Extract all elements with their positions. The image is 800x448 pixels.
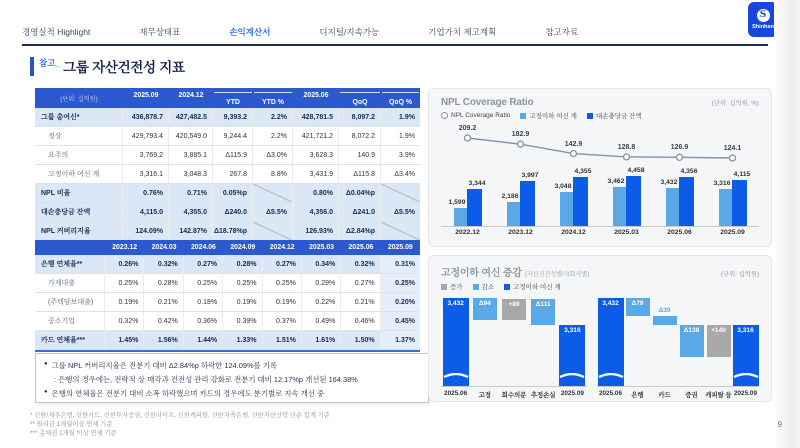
table-cell: 0.25% [263,274,302,292]
table-cell: 0.32% [144,255,183,273]
axis-break-icon [733,373,759,379]
x-axis-label: 회수의문 [501,392,527,399]
x-axis-label: 2024.12 [561,229,586,236]
coverage-chart-x-axis [441,229,759,241]
title-prefix: 참고_ [39,58,61,68]
line-value-label: 209.2 [458,125,477,132]
table-cell: 2.2% [253,127,293,145]
table-cell: 0.31% [381,255,420,273]
waterfall-value-label: +140 [711,326,726,334]
table-cell [253,222,293,240]
table-cell: 3.9% [399,151,415,159]
table-cell: 0.28% [223,255,262,273]
table-cell: 0.27% [263,255,302,273]
waterfall-value-label: Δ94 [478,300,491,307]
table-cell: Δ240.0 [213,203,253,221]
table-cell: 0.27% [184,255,223,273]
table-cell: 140.9 [339,146,381,164]
table-column-header: 2025.09 [133,92,159,99]
waterfall-value-label: 3,432 [447,300,464,307]
nav-divider [22,44,768,46]
coverage-chart-plot [441,122,759,227]
bar-value-label: 3,048 [554,182,572,190]
table-cell: 2.2% [253,108,293,126]
x-axis-label: 고정 [478,392,491,399]
table-row [35,203,420,222]
line-value-label: 128.8 [617,143,636,151]
table-cell: 0.19% [223,293,262,311]
table-column-header: 2025.09 [387,244,413,251]
row-label: 은행 연체율** [35,255,105,273]
waterfall-axis-line [441,386,587,387]
bar-value-label: 3,316 [713,179,731,187]
bar-value-label: 3,432 [660,178,678,186]
waterfall-chart-x-axis [441,390,759,402]
table-cell: 0.34% [302,255,341,273]
table-cell: Δ3.4% [394,170,415,178]
table-cell: 436,878.7 [123,108,169,126]
table-cell: 0.49% [302,312,341,330]
table-cell: 3,048.3 [169,165,213,183]
footnote: *** 총채권 1개월 이상 연체 기준 [30,430,117,437]
x-axis-label: 2023.12 [508,229,533,236]
row-label: NPL 비율 [35,184,123,202]
chart-legend [429,108,771,120]
table-column-header: QoQ [339,88,381,108]
nav-item-value-up-plan[interactable]: 기업가치 제고계획 [428,27,497,37]
bar-value-label: 4,355 [574,168,592,176]
nav-item-balance-sheet[interactable]: 재무상태표 [139,27,181,37]
x-axis-label: 증권 [685,392,698,399]
waterfall-increase-bar [707,325,731,357]
waterfall-increase-bar [502,299,526,320]
page-number: 9 [777,420,782,429]
bullet-icon: ● [44,361,48,367]
note-text: 그룹 NPL 커버리지율은 전분기 대비 Δ2.84%p 하락한 124.09%를 기록 [51,361,277,370]
table-cell: 1.51% [263,331,302,349]
table-cell: 0.28% [144,274,183,292]
waterfall-value-label: Δ111 [535,301,551,309]
lightblue-legend-marker-icon [520,113,526,119]
table-column-header: YTD % [253,88,293,108]
table-cell: Δ115.8 [339,165,381,183]
x-axis-label: 2025.09 [560,390,584,397]
table-header-row [35,240,420,255]
waterfall-value-label: +89 [508,301,520,309]
table-cell: 0.25% [184,274,223,292]
table-row [35,312,420,331]
table-column-header: QoQ % [381,88,420,108]
waterfall-axis-line [597,386,759,387]
table-row [35,127,420,146]
row-label: 그룹 총여신* [35,108,123,126]
line-point-marker [730,155,736,161]
bullet-icon: ● [44,389,48,395]
chart-title [441,264,589,279]
waterfall-value-label: Δ138 [683,327,700,335]
lightblue-legend-marker-icon [473,284,479,290]
table-cell: 0.21% [144,293,183,311]
table-cell: 0.80% [293,184,339,202]
legend-label: NPL Coverage Ratio [451,112,511,119]
table-cell: 427,482.5 [169,108,213,126]
table-cell: 3,316.1 [123,165,169,183]
line-point-marker [465,135,471,141]
waterfall-total-bar [443,298,469,386]
table-cell: 4,115.0 [123,203,169,221]
x-axis-label: 2025.09 [720,229,745,236]
table-cell: 4,356.0 [293,203,339,221]
x-axis-label: 추정손실 [530,392,556,399]
table-cell: 428,781.5 [293,108,339,126]
waterfall-total-bar [598,298,624,386]
table-row [35,222,420,241]
table-column-header: 2023.12 [112,244,138,251]
chart-subtitle: (자산건전성별/자회사별) [524,271,590,278]
table-cell: 421,721.2 [293,127,339,145]
row-label: 가계대출 [35,274,105,292]
gray-legend-marker-icon [441,284,447,290]
table-cell: 0.19% [263,293,302,311]
title-accent-bar [30,57,34,76]
table-cell: 3,885.1 [169,146,213,164]
table-cell: 0.25% [381,274,420,292]
table-cell: 8,072.2 [339,127,381,145]
blue-legend-marker-icon [587,113,593,119]
table-column-header: 2024.06 [190,244,216,251]
waterfall-decrease-bar [473,298,497,320]
axis-break-icon [598,373,624,379]
bar-value-label: 4,115 [733,170,751,178]
x-axis-label: 2025.09 [733,390,758,397]
npl-coverage-card [428,88,772,247]
table-column-header: YTD [213,88,253,108]
table-cell: 0.37% [263,312,302,330]
table-cell [253,184,293,202]
waterfall-value-label: 3,316 [737,326,754,334]
table-row [35,146,420,165]
chart-legend [429,279,771,291]
waterfall-decrease-bar [626,298,650,316]
table-cell: Δ0.04%p [339,184,381,202]
table-cell: 0.26% [105,255,144,273]
table-row [35,274,420,293]
table-cell: 429,793.4 [123,127,169,145]
table-cell: 0.20% [381,293,420,311]
table-cell: 142.87% [169,222,213,240]
row-label: 대손충당금 잔액 [35,203,123,221]
note-text: 은행의 연체율은 전분기 대비 소폭 하락했으며 카드의 경우에도 분기별로 지속 개선 중 [51,389,325,398]
waterfall-chart-plot [441,295,759,387]
footnote: ** 원리금 1개월이상 연체 기준 [30,421,113,428]
table-cell: 1.33% [223,331,262,349]
table-cell: 0.32% [105,312,144,330]
table-cell: 1.50% [341,331,380,349]
table-row [35,165,420,184]
line-value-label: 124.1 [723,145,742,152]
table-cell: Δ3.0% [253,146,293,164]
shinhan-logo-label: Shinhan [752,24,774,30]
table-row [35,184,420,203]
legend-label: 고정이하 여신 계 [513,284,561,291]
table-column-header: 2024.12 [178,92,204,99]
table-column-header [35,240,105,255]
bar-value-label: 4,356 [680,168,698,176]
waterfall-total-bar [733,325,759,386]
nav-item-appendix[interactable]: 참고자료 [545,27,579,37]
waterfall-value-label: 3,316 [564,326,581,334]
table-row [35,331,420,350]
table-cell: Δ5.5% [253,203,293,221]
waterfall-value-label: Δ79 [631,300,644,307]
nav-item-highlight[interactable]: 경영실적 Highlight [22,27,91,37]
top-nav [22,26,760,38]
x-axis-label: 2025.06 [598,390,623,397]
axis-break-icon [559,373,585,379]
table-row [35,255,420,274]
nav-item-income-statement[interactable]: 손익계산서 [229,27,271,37]
table-column-header: 2024.09 [230,244,256,251]
table-cell: 0.39% [223,312,262,330]
legend-label: 대손충당금 잔액 [595,113,642,120]
table-cell: Δ2.84%p [339,222,381,240]
waterfall-value-label: Δ39 [658,307,671,315]
table-cell: 9,393.2 [213,108,253,126]
bar-value-label: 3,997 [521,172,539,180]
legend-label: 고정이하 여신 계 [529,113,577,120]
table-cell: 0.29% [302,274,341,292]
table-cell: 1.44% [184,331,223,349]
viewer-right-gutter [774,0,800,448]
table-cell: 267.8 [213,165,253,183]
row-label: 정상 [35,127,123,145]
table-cell: 8,097.2 [339,108,381,126]
table-cell [381,184,420,202]
table-cell: 0.22% [302,293,341,311]
waterfall-total-bar [559,325,585,386]
row-label: 요주의 [35,146,123,164]
chart-title: NPL Coverage Ratio [441,97,534,108]
waterfall-decrease-bar [653,316,677,325]
table-cell: 0.42% [144,312,183,330]
chart-unit-label: (단위: 십억원, %) [711,100,759,107]
table-cell: 0.36% [184,312,223,330]
table-cell: 3,769.2 [123,146,169,164]
table-cell: 1.37% [381,331,420,349]
note-subtext: : 은행의 경우에는, 전략적 상·매각과 건전성 관리 강화로 전분기 대비 12.17%p 개선된 164.38% [54,375,358,384]
table-cell: 0.76% [123,184,169,202]
table-cell: 3,431.9 [293,165,339,183]
table-row [35,293,420,312]
line-point-marker [518,141,524,147]
line-value-label: 182.9 [511,131,530,139]
table-cell: 4,355.0 [169,203,213,221]
table-cell: 8.8% [253,165,293,183]
table-cell: 3,628.3 [293,146,339,164]
table-cell: 0.05%p [213,184,253,202]
x-axis-label: 캐피탈 등 [705,392,732,399]
legend-label: 증가 [450,284,463,291]
row-label: (주택담보대출) [35,293,105,311]
x-axis-label: 2022.12 [455,229,480,236]
page-title [30,56,185,76]
table-cell: 126.93% [293,222,339,240]
npl-change-card [428,255,772,402]
table-column-header: 2025.06 [303,92,329,99]
waterfall-decrease-bar [531,299,555,325]
table-cell: 0.46% [341,312,380,330]
table-unit-label: (단위: 십억원) [60,95,98,103]
table-cell: 9,244.4 [213,127,253,145]
table-cell: Δ5.5% [394,208,415,216]
chart-title-text: 고정이하 여신 증감 [441,268,522,279]
table-cell: 1.45% [105,331,144,349]
table-cell: 0.18% [184,293,223,311]
table-cell: Δ115.9 [213,146,253,164]
line-value-label: 142.9 [564,140,583,148]
table-column-header: 2025.06 [348,244,374,251]
axis-break-icon [443,373,469,379]
table-cell: 420,549.0 [169,127,213,145]
footnotes [30,411,330,438]
x-axis-label: 은행 [631,392,644,399]
bar-value-label: 2,186 [501,192,519,200]
table-cell: 0.27% [341,274,380,292]
table-cell: 0.25% [105,274,144,292]
table-row [35,108,420,127]
bar-value-label: 3,344 [468,179,486,187]
table-cell: 1.9% [399,113,415,121]
table-column-header: 2024.12 [269,244,295,251]
asset-quality-table [35,88,420,243]
line-point-marker [571,151,577,157]
table-header-row [35,88,420,108]
table-cell: 124.09% [123,222,169,240]
row-label: 카드 연체율*** [35,331,105,349]
table-cell: Δ241.0 [339,203,381,221]
row-label: 중소기업 [35,312,105,330]
table-column-header: 2024.03 [151,244,177,251]
row-label: 고정이하 여신 계 [35,165,123,183]
table-cell: 0.19% [105,293,144,311]
x-axis-label: 2025.03 [614,229,639,236]
footnote: * 신한/제주은행, 신한카드, 신한투자증권, 신한라이프, 신한캐피탈, 신한저축은행, 신한자산신탁 단순 합계 기준 [30,412,330,419]
commentary-box [35,353,429,403]
nav-item-digital-esg[interactable]: 디지털/지속가능 [319,27,380,37]
table-cell: 0.25% [223,274,262,292]
table-cell: 0.21% [341,293,380,311]
table-cell: 1.9% [399,132,415,140]
chart-unit-label: (단위: 십억원) [720,271,759,278]
blue-legend-marker-icon [504,284,510,290]
bar-value-label: 3,462 [607,178,625,186]
row-label: NPL 커버리지율 [35,222,123,240]
table-cell: 0.71% [169,184,213,202]
x-axis-label: 2025.06 [667,229,692,236]
line-value-label: 126.9 [670,144,689,152]
bar-value-label: 1,599 [448,199,466,207]
x-axis-label: 2025.06 [444,390,468,397]
shinhan-symbol-icon: S [757,9,770,22]
line-legend-marker-icon [441,112,448,119]
coverage-ratio-line [441,122,759,226]
title-text: 그룹 자산건전성 지표 [63,60,185,75]
table-cell: 0.32% [341,255,380,273]
waterfall-value-label: 3,432 [602,300,619,307]
line-point-marker [677,154,683,160]
delinquency-table [35,240,420,352]
legend-label: 감소 [481,284,495,291]
table-cell: 0.45% [381,312,420,330]
table-cell: 1.61% [302,331,341,349]
waterfall-decrease-bar [680,325,704,357]
table-cell: 1.56% [144,331,183,349]
table-cell: Δ18.78%p [213,222,253,240]
table-cell [381,222,420,240]
line-point-marker [624,154,630,160]
x-axis-label: 카드 [658,392,671,399]
table-column-header: 2025.03 [309,244,335,251]
bar-value-label: 4,458 [627,167,645,175]
